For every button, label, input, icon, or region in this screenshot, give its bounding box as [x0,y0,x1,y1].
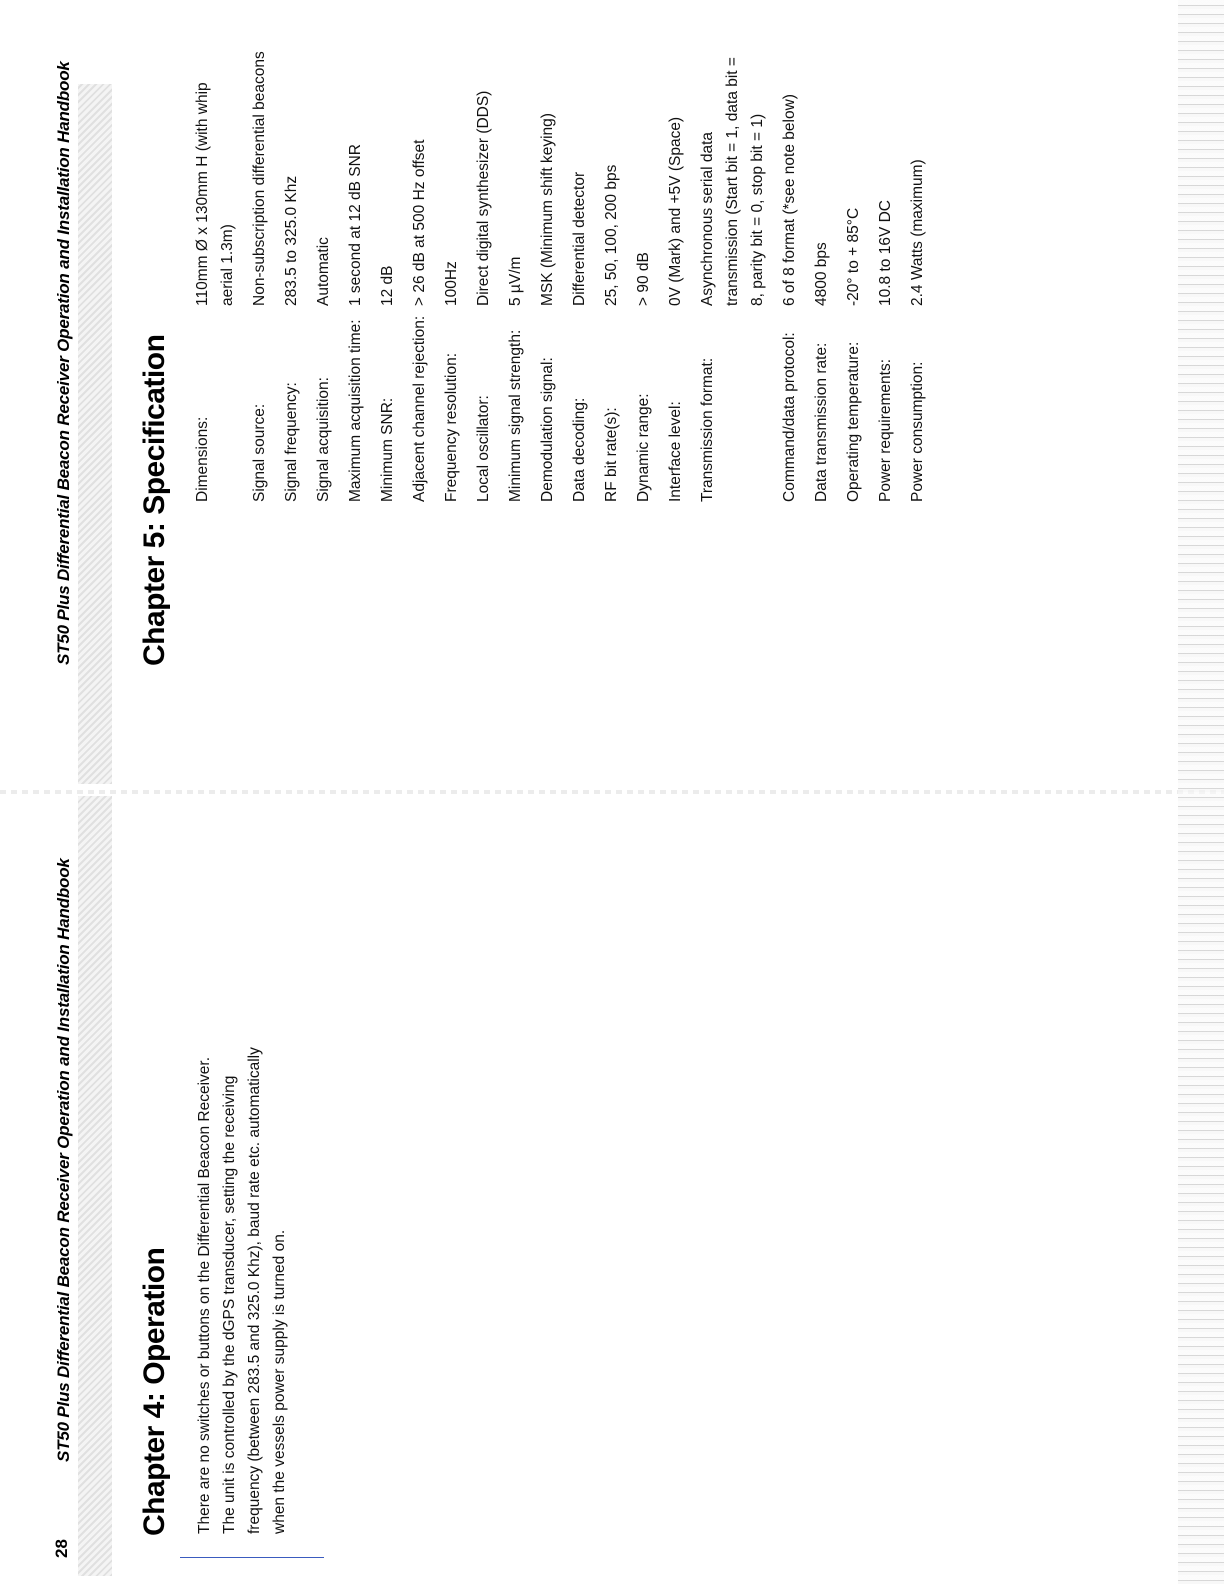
spec-value: > 90 dB [635,252,652,306]
spec-label: Frequency resolution: [443,352,460,502]
running-header: ST50 Plus Differential Beacon Receiver Operation and Installation Handbook [54,858,73,1462]
margin-line [180,1557,324,1558]
scan-edge-noise [1178,0,1224,1584]
header-band [78,84,112,784]
body-paragraph: There are no switches or buttons on the Differential Beacon Receiver. The unit is controlled by the dGPS transducer, setting the receiving frequency (between 283.5 and 325.0 Khz), baud rate etc. automatically when the vessels power supply is turned on. [196,1047,288,1534]
spec-label: Maximum acquisition time: [347,319,364,502]
spec-value: > 26 dB at 500 Hz offset [411,139,428,306]
chapter-title: Chapter 4: Operation [138,1247,171,1536]
spec-value: Differential detector [571,171,588,306]
spec-label: Signal frequency: [283,382,300,502]
spec-row [809,44,834,502]
spec-row [873,44,898,502]
spec-value: MSK (Minimum shift keying) [539,113,556,306]
spec-value: Non-subscription differential beacons [251,51,268,306]
spec-row [905,44,930,502]
spec-label: Data decoding: [571,397,588,502]
spec-value: 10.8 to 16V DC [877,200,894,306]
spec-label: Dimensions: [194,416,211,502]
spec-label: Power consumption: [909,361,926,502]
spec-value: 283.5 to 325.0 Khz [283,175,300,306]
spec-row [567,44,592,502]
spec-label: Operating temperature: [845,341,862,502]
spec-value: 4800 bps [813,242,830,306]
spec-value: -20° to + 85°C [845,207,862,306]
spec-value: 25, 50, 100, 200 bps [603,164,620,306]
spec-row [777,44,802,502]
spec-row [311,44,336,502]
spec-value: 100Hz [443,261,460,306]
chapter-title: Chapter 5: Specification [138,334,171,666]
spec-row [407,44,432,502]
spec-table [190,44,937,502]
spec-label: Demodulation signal: [539,357,556,502]
spec-value: Direct digital synthesizer (DDS) [475,90,492,306]
spec-value: 6 of 8 format (*see note below) [781,94,798,306]
spec-label: Minimum signal strength: [507,329,524,502]
header-band [78,796,112,1576]
left-page [0,792,1224,1584]
spec-value: Automatic [315,237,332,306]
spec-value: 5 µV/m [507,256,524,306]
page-number: 28 [52,1539,71,1558]
running-header: ST50 Plus Differential Beacon Receiver Operation and Installation Handbook [54,61,73,665]
spec-label: Interface level: [667,401,684,502]
spec-label: Adjacent channel rejection: [411,315,428,502]
spec-row [247,44,272,502]
spec-row [695,44,770,502]
spec-row [663,44,688,502]
spec-value: 1 second at 12 dB SNR [347,144,364,306]
spec-row [375,44,400,502]
spec-row [279,44,304,502]
spec-label: Signal acquisition: [315,377,332,502]
spec-label: Power requirements: [877,358,894,502]
spec-row [841,44,866,502]
spec-value: 12 dB [379,265,396,306]
spec-label: Minimum SNR: [379,397,396,502]
spec-label: Local oscillator: [475,395,492,502]
spec-row [343,44,368,502]
spec-value: 2.4 Watts (maximum) [909,159,926,306]
spec-label: Signal source: [251,403,268,502]
spec-row [471,44,496,502]
spec-value: Asynchronous serial data transmission (Start bit = 1, data bit = 8, parity bit = 0, stop bit = 1) [699,57,766,306]
spec-value: 0V (Mark) and +5V (Space) [667,116,684,306]
spec-row [631,44,656,502]
spec-label: Command/data protocol: [781,332,798,502]
spec-label: Data transmission rate: [813,342,830,502]
spec-row [190,44,240,502]
spec-label: Transmission format: [699,357,716,502]
spec-row [503,44,528,502]
spec-label: Dynamic range: [635,393,652,502]
spec-row [535,44,560,502]
spec-row [599,44,624,502]
spec-row [439,44,464,502]
spec-value: 110mm Ø x 130mm H (with whip aerial 1.3m) [194,82,236,306]
spec-label: RF bit rate(s): [603,407,620,502]
